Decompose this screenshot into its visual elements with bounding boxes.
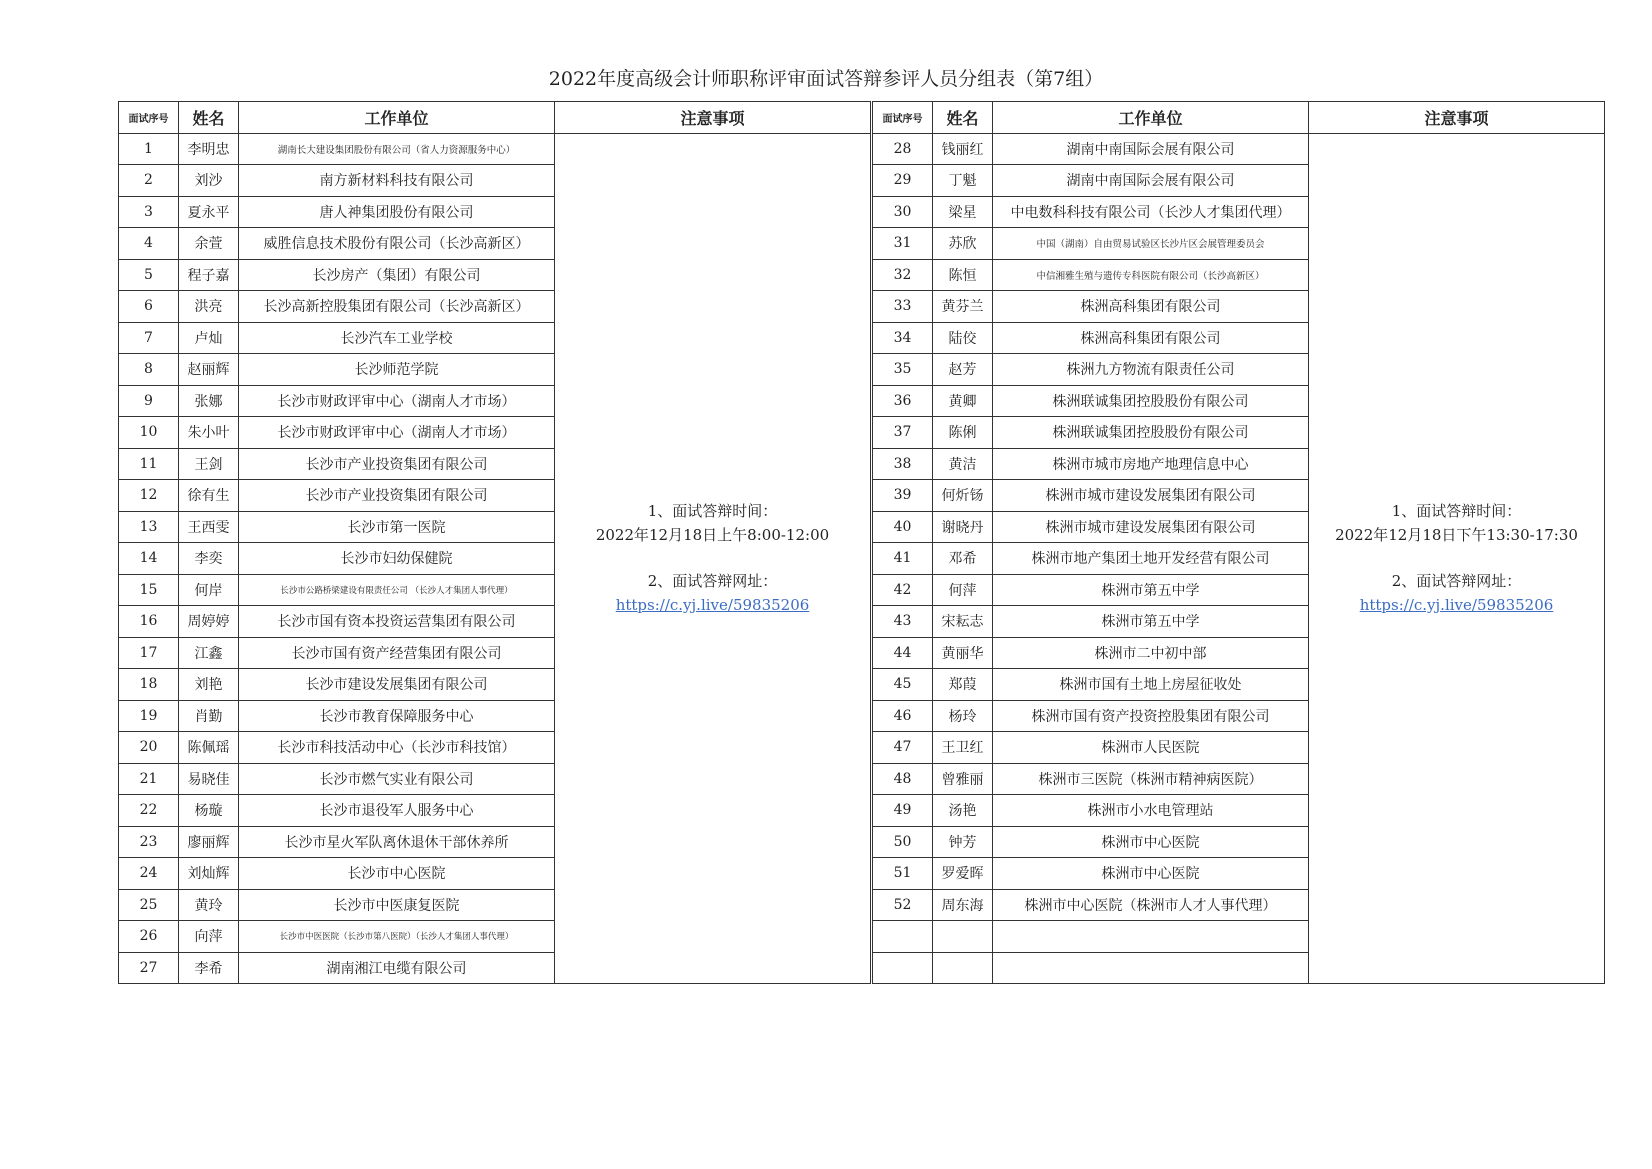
- row-number: 13: [119, 511, 179, 543]
- row-unit: 株洲联诚集团控股股份有限公司: [993, 417, 1309, 449]
- row-number: 14: [119, 543, 179, 575]
- row-unit: 中信湘雅生殖与遗传专科医院有限公司（长沙高新区）: [993, 259, 1309, 291]
- row-name: 宋耘志: [933, 606, 993, 638]
- left-table-body: [119, 133, 871, 984]
- row-name: 邓希: [933, 543, 993, 575]
- row-name: 周婷婷: [179, 606, 239, 638]
- row-number: 3: [119, 196, 179, 228]
- header-no: 面试序号: [873, 102, 933, 134]
- row-name: 周东海: [933, 889, 993, 921]
- note-time-label: 1、面试答辩时间：: [647, 502, 778, 521]
- row-number: 9: [119, 385, 179, 417]
- row-number: 21: [119, 763, 179, 795]
- row-number: 18: [119, 669, 179, 701]
- row-unit: 株洲九方物流有限责任公司: [993, 354, 1309, 386]
- row-unit: 株洲市第五中学: [993, 574, 1309, 606]
- row-name: 罗爱晖: [933, 858, 993, 890]
- row-number: 12: [119, 480, 179, 512]
- row-name: 黄芬兰: [933, 291, 993, 323]
- left-sheet: [118, 101, 871, 984]
- note-url-label: 2、面试答辩网址：: [1391, 572, 1522, 591]
- row-number: 30: [873, 196, 933, 228]
- row-name: 肖勤: [179, 700, 239, 732]
- right-table: [872, 101, 1605, 984]
- row-unit: 威胜信息技术股份有限公司（长沙高新区）: [239, 228, 555, 260]
- row-unit: 长沙市退役军人服务中心: [239, 795, 555, 827]
- row-number: 22: [119, 795, 179, 827]
- row-unit: 长沙汽车工业学校: [239, 322, 555, 354]
- row-name: 向萍: [179, 921, 239, 953]
- row-name: 郑葭: [933, 669, 993, 701]
- row-number: 36: [873, 385, 933, 417]
- row-name: 黄卿: [933, 385, 993, 417]
- row-number: 2: [119, 165, 179, 197]
- row-name: 王卫红: [933, 732, 993, 764]
- table-row: [873, 133, 1605, 165]
- row-unit: 长沙市公路桥梁建设有限责任公司 （长沙人才集团人事代理）: [239, 574, 555, 606]
- row-unit: 株洲市城市建设发展集团有限公司: [993, 480, 1309, 512]
- row-name: 何萍: [933, 574, 993, 606]
- row-unit: 中电数科科技有限公司（长沙人才集团代理）: [993, 196, 1309, 228]
- row-name: 李奕: [179, 543, 239, 575]
- row-unit: 株洲市小水电管理站: [993, 795, 1309, 827]
- row-unit: 长沙市燃气实业有限公司: [239, 763, 555, 795]
- row-name: 黄丽华: [933, 637, 993, 669]
- row-number: 45: [873, 669, 933, 701]
- row-name: 李明忠: [179, 133, 239, 165]
- row-number: 7: [119, 322, 179, 354]
- row-number: 6: [119, 291, 179, 323]
- row-unit: 株洲市城市建设发展集团有限公司: [993, 511, 1309, 543]
- row-number: 25: [119, 889, 179, 921]
- row-name: 汤艳: [933, 795, 993, 827]
- row-unit: 株洲市第五中学: [993, 606, 1309, 638]
- row-name: 何炘钖: [933, 480, 993, 512]
- row-name: 谢晓丹: [933, 511, 993, 543]
- right-notes-cell: [1309, 133, 1605, 984]
- row-number: 4: [119, 228, 179, 260]
- row-name: 黄玲: [179, 889, 239, 921]
- header-name: 姓名: [933, 102, 993, 134]
- note-time-value: 2022年12月18日下午13:30-17:30: [1335, 526, 1578, 545]
- row-name: 黄洁: [933, 448, 993, 480]
- row-number: 44: [873, 637, 933, 669]
- row-unit: 湖南中南国际会展有限公司: [993, 133, 1309, 165]
- row-number: 41: [873, 543, 933, 575]
- row-name: 钟芳: [933, 826, 993, 858]
- row-name: 刘沙: [179, 165, 239, 197]
- row-unit: 长沙市教育保障服务中心: [239, 700, 555, 732]
- row-name: 曾雅丽: [933, 763, 993, 795]
- table-row: [119, 133, 871, 165]
- row-name: 苏欣: [933, 228, 993, 260]
- row-unit: 唐人神集团股份有限公司: [239, 196, 555, 228]
- row-name: 杨璇: [179, 795, 239, 827]
- row-name: 王剑: [179, 448, 239, 480]
- row-number: 48: [873, 763, 933, 795]
- row-number: 42: [873, 574, 933, 606]
- row-name: 江鑫: [179, 637, 239, 669]
- row-name: 易晓佳: [179, 763, 239, 795]
- row-unit: 长沙市国有资本投资运营集团有限公司: [239, 606, 555, 638]
- row-unit: 湖南中南国际会展有限公司: [993, 165, 1309, 197]
- row-name: 程子嘉: [179, 259, 239, 291]
- row-name: 刘艳: [179, 669, 239, 701]
- row-unit: 株洲市城市房地产地理信息中心: [993, 448, 1309, 480]
- right-sheet: [872, 101, 1605, 984]
- row-number: 16: [119, 606, 179, 638]
- row-name: 朱小叶: [179, 417, 239, 449]
- row-name: 陈佩瑶: [179, 732, 239, 764]
- row-name: 赵芳: [933, 354, 993, 386]
- row-unit: 长沙市中医康复医院: [239, 889, 555, 921]
- row-unit: 株洲市中心医院: [993, 858, 1309, 890]
- row-unit: 株洲市中心医院（株洲市人才人事代理）: [993, 889, 1309, 921]
- row-name: 余萱: [179, 228, 239, 260]
- row-unit: 长沙市第一医院: [239, 511, 555, 543]
- note-url-label: 2、面试答辩网址：: [647, 572, 778, 591]
- row-unit: 湖南湘江电缆有限公司: [239, 952, 555, 984]
- row-number: 52: [873, 889, 933, 921]
- row-number: 8: [119, 354, 179, 386]
- header-note: 注意事项: [555, 102, 871, 134]
- row-unit: [993, 921, 1309, 953]
- row-unit: 株洲市三医院（株洲市精神病医院）: [993, 763, 1309, 795]
- header-name: 姓名: [179, 102, 239, 134]
- row-name: [933, 952, 993, 984]
- row-number: 40: [873, 511, 933, 543]
- row-unit: 长沙市财政评审中心（湖南人才市场）: [239, 417, 555, 449]
- row-number: 49: [873, 795, 933, 827]
- row-number: 20: [119, 732, 179, 764]
- row-unit: 株洲市中心医院: [993, 826, 1309, 858]
- row-name: 丁魁: [933, 165, 993, 197]
- row-number: 32: [873, 259, 933, 291]
- row-unit: 株洲市地产集团土地开发经营有限公司: [993, 543, 1309, 575]
- row-unit: 株洲市国有资产投资控股集团有限公司: [993, 700, 1309, 732]
- row-number: 39: [873, 480, 933, 512]
- row-unit: 长沙市妇幼保健院: [239, 543, 555, 575]
- row-name: 陈俐: [933, 417, 993, 449]
- left-notes-cell: [555, 133, 871, 984]
- row-name: 刘灿辉: [179, 858, 239, 890]
- row-unit: 湖南长大建设集团股份有限公司（省人力资源服务中心）: [239, 133, 555, 165]
- row-number: 27: [119, 952, 179, 984]
- row-unit: 中国（湖南）自由贸易试验区长沙片区会展管理委员会: [993, 228, 1309, 260]
- row-number: 17: [119, 637, 179, 669]
- row-name: 洪亮: [179, 291, 239, 323]
- row-number: 46: [873, 700, 933, 732]
- note-spacer: [1309, 547, 1604, 569]
- header-row: [873, 102, 1605, 134]
- note-time-label: 1、面试答辩时间：: [1391, 502, 1522, 521]
- row-number: 37: [873, 417, 933, 449]
- page-title: 2022年度高级会计师职称评审面试答辩参评人员分组表（第7组）: [548, 68, 1104, 90]
- row-number: 15: [119, 574, 179, 606]
- row-unit: 长沙师范学院: [239, 354, 555, 386]
- row-unit: 长沙市财政评审中心（湖南人才市场）: [239, 385, 555, 417]
- row-number: 43: [873, 606, 933, 638]
- header-no: 面试序号: [119, 102, 179, 134]
- row-number: [873, 952, 933, 984]
- row-number: 19: [119, 700, 179, 732]
- row-name: 赵丽辉: [179, 354, 239, 386]
- row-unit: 长沙房产（集团）有限公司: [239, 259, 555, 291]
- row-unit: 长沙高新控股集团有限公司（长沙高新区）: [239, 291, 555, 323]
- row-number: 1: [119, 133, 179, 165]
- row-number: 33: [873, 291, 933, 323]
- interview-link[interactable]: https://c.yj.live/59835206: [1359, 596, 1554, 615]
- row-unit: 长沙市科技活动中心（长沙市科技馆）: [239, 732, 555, 764]
- header-row: [119, 102, 871, 134]
- row-number: 28: [873, 133, 933, 165]
- header-unit: 工作单位: [239, 102, 555, 134]
- row-name: 徐有生: [179, 480, 239, 512]
- row-number: 10: [119, 417, 179, 449]
- row-number: 51: [873, 858, 933, 890]
- note-time-value: 2022年12月18日上午8:00-12:00: [595, 526, 830, 545]
- row-name: 钱丽红: [933, 133, 993, 165]
- row-number: 11: [119, 448, 179, 480]
- note-spacer: [555, 547, 870, 569]
- right-table-body: [873, 133, 1605, 984]
- row-unit: 长沙市建设发展集团有限公司: [239, 669, 555, 701]
- row-unit: 长沙市产业投资集团有限公司: [239, 480, 555, 512]
- row-name: 何岸: [179, 574, 239, 606]
- row-number: 38: [873, 448, 933, 480]
- row-unit: 株洲高科集团有限公司: [993, 291, 1309, 323]
- row-unit: 株洲市国有土地上房屋征收处: [993, 669, 1309, 701]
- row-unit: 南方新材料科技有限公司: [239, 165, 555, 197]
- row-name: 陈恒: [933, 259, 993, 291]
- row-unit: 株洲联诚集团控股股份有限公司: [993, 385, 1309, 417]
- row-unit: 株洲高科集团有限公司: [993, 322, 1309, 354]
- row-name: 廖丽辉: [179, 826, 239, 858]
- interview-link[interactable]: https://c.yj.live/59835206: [615, 596, 810, 615]
- row-number: 50: [873, 826, 933, 858]
- left-table: [118, 101, 871, 984]
- row-name: 杨玲: [933, 700, 993, 732]
- row-name: 陆佼: [933, 322, 993, 354]
- row-number: 24: [119, 858, 179, 890]
- row-number: 31: [873, 228, 933, 260]
- row-unit: 长沙市中心医院: [239, 858, 555, 890]
- row-number: 34: [873, 322, 933, 354]
- row-name: 王西雯: [179, 511, 239, 543]
- row-number: 5: [119, 259, 179, 291]
- row-number: 35: [873, 354, 933, 386]
- row-unit: 长沙市国有资产经营集团有限公司: [239, 637, 555, 669]
- header-note: 注意事项: [1309, 102, 1605, 134]
- row-name: 李希: [179, 952, 239, 984]
- row-name: 卢灿: [179, 322, 239, 354]
- row-number: [873, 921, 933, 953]
- header-unit: 工作单位: [993, 102, 1309, 134]
- row-number: 29: [873, 165, 933, 197]
- row-unit: [993, 952, 1309, 984]
- row-name: 夏永平: [179, 196, 239, 228]
- row-unit: 长沙市中医医院（长沙市第八医院）（长沙人才集团人事代理）: [239, 921, 555, 953]
- row-number: 47: [873, 732, 933, 764]
- row-number: 26: [119, 921, 179, 953]
- row-name: [933, 921, 993, 953]
- row-unit: 株洲市人民医院: [993, 732, 1309, 764]
- row-number: 23: [119, 826, 179, 858]
- row-unit: 长沙市产业投资集团有限公司: [239, 448, 555, 480]
- row-unit: 株洲市二中初中部: [993, 637, 1309, 669]
- row-unit: 长沙市星火军队离休退休干部休养所: [239, 826, 555, 858]
- row-name: 张娜: [179, 385, 239, 417]
- row-name: 梁星: [933, 196, 993, 228]
